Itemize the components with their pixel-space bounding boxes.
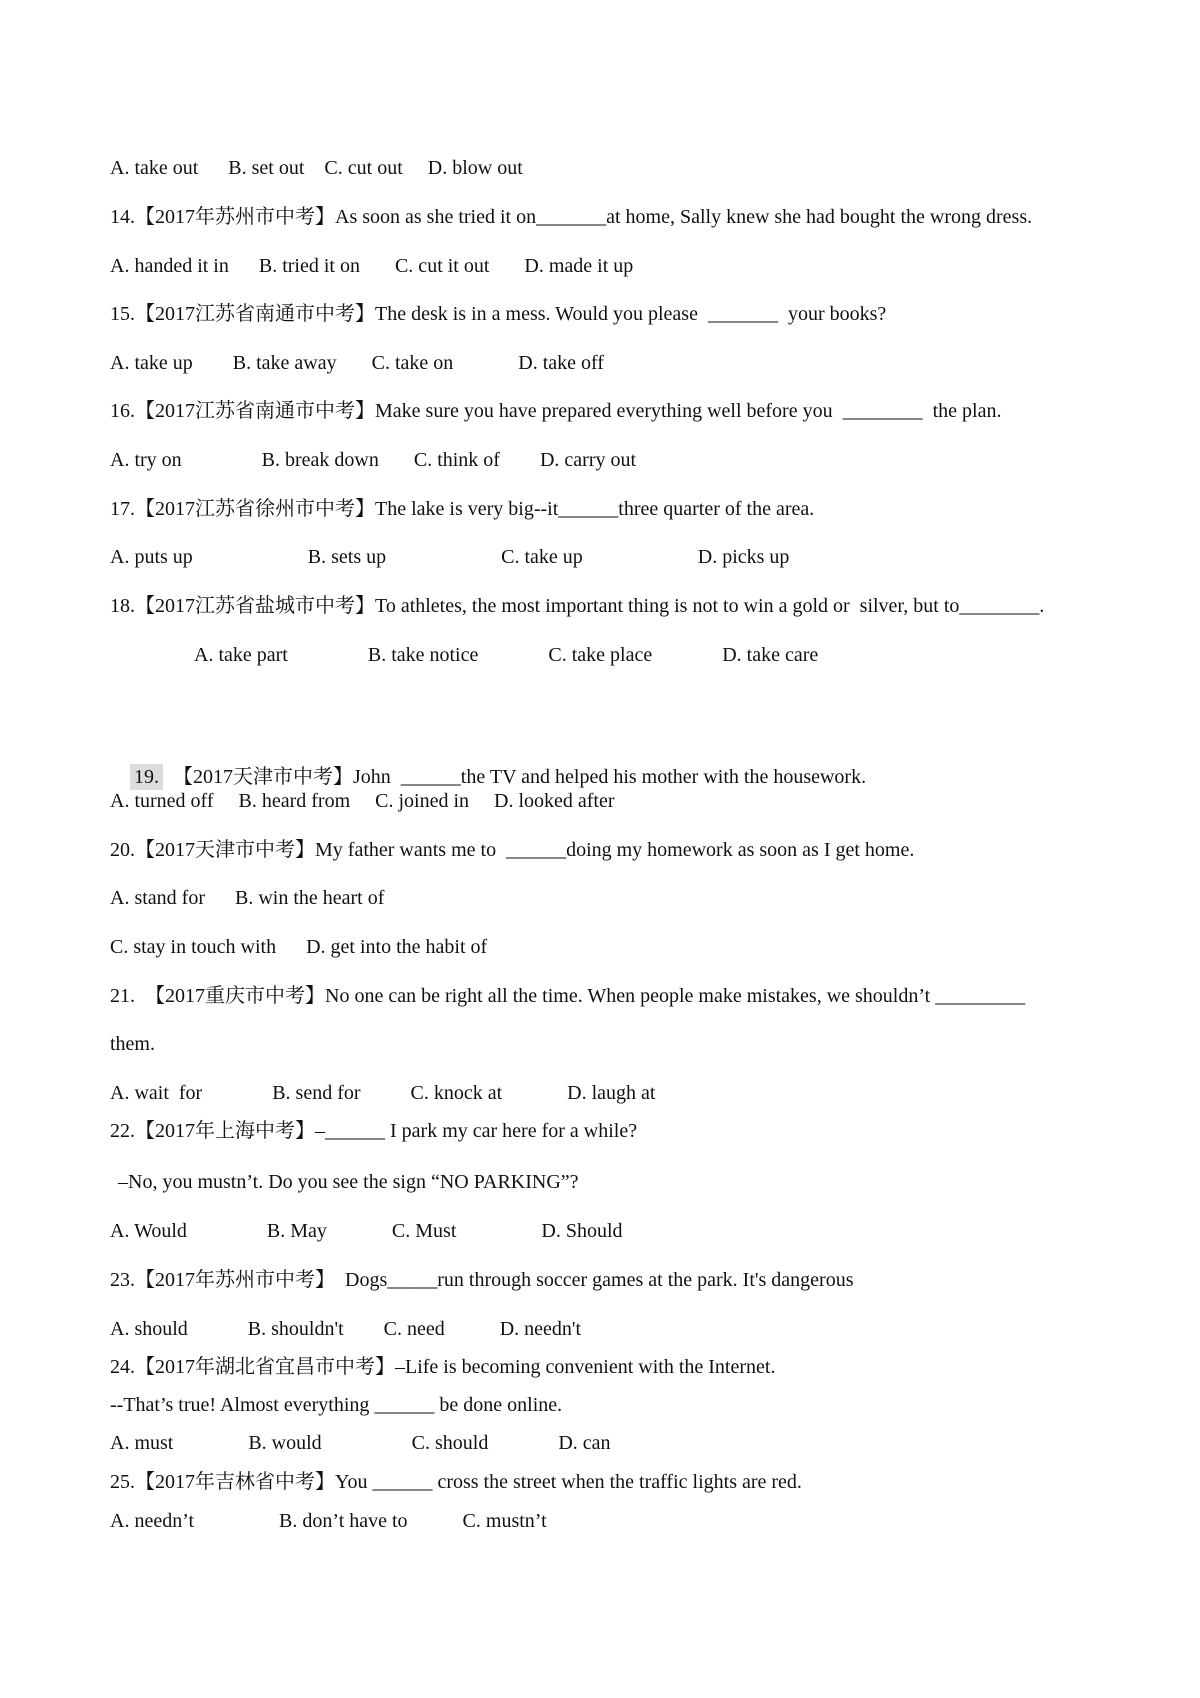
text-line: A. needn’t B. don’t have to C. mustn’t [110,1510,547,1532]
text-line: A. take part B. take notice C. take place D. take care [194,644,819,666]
text-line: A. wait for B. send for C. knock at D. laugh at [110,1082,656,1104]
text-line: A. turned off B. heard from C. joined in D. looked after [110,790,615,812]
text-line: 25.【2017年吉林省中考】You ______ cross the street when the traffic lights are red. [110,1471,802,1493]
text-line: 【2017天津市中考】John ______the TV and helped his mother with the housework. [173,766,867,788]
text-line: C. stay in touch with D. get into the habit of [110,936,488,958]
text-line: 24.【2017年湖北省宜昌市中考】–Life is becoming convenient with the Internet. [110,1356,776,1378]
text-line: –No, you mustn’t. Do you see the sign “NO PARKING”? [118,1171,579,1193]
text-line: 20.【2017天津市中考】My father wants me to ______doing my homework as soon as I get home. [110,839,915,861]
text-line: A. should B. shouldn't C. need D. needn't [110,1318,582,1340]
text-line: 17.【2017江苏省徐州市中考】The lake is very big--it______three quarter of the area. [110,498,815,520]
text-line: A. try on B. break down C. think of D. carry out [110,449,637,471]
text-line: them. [110,1033,155,1055]
text-line: A. must B. would C. should D. can [110,1432,611,1454]
text-line: --That’s true! Almost everything ______ be done online. [110,1394,563,1416]
text-line: A. handed it in B. tried it on C. cut it out D. made it up [110,255,634,277]
text-line: 21. 【2017重庆市中考】No one can be right all the time. When people make mistakes, we shouldn’t _________ [110,985,1026,1007]
text-line: 16.【2017江苏省南通市中考】Make sure you have prepared everything well before you ________ the plan. [110,400,1002,422]
text-line: 14.【2017年苏州市中考】As soon as she tried it on_______at home, Sally knew she had bought the wrong dress. [110,206,1033,228]
text-line: A. take up B. take away C. take on D. take off [110,352,604,374]
text-line: A. stand for B. win the heart of [110,887,385,909]
text-line: 23.【2017年苏州市中考】 Dogs_____run through soccer games at the park. It's dangerous [110,1269,854,1291]
text-line: 18.【2017江苏省盐城市中考】To athletes, the most important thing is not to win a gold or silver, but to________. [110,595,1045,617]
text-line: A. puts up B. sets up C. take up D. picks up [110,546,790,568]
text-line: A. take out B. set out C. cut out D. blow out [110,157,523,179]
text-line: 22.【2017年上海中考】–______ I park my car here for a while? [110,1120,638,1142]
text-line: 15.【2017江苏省南通市中考】The desk is in a mess. Would you please _______ your books? [110,303,887,325]
text-line: A. Would B. May C. Must D. Should [110,1220,623,1242]
question-number-highlight: 19. [130,764,163,790]
